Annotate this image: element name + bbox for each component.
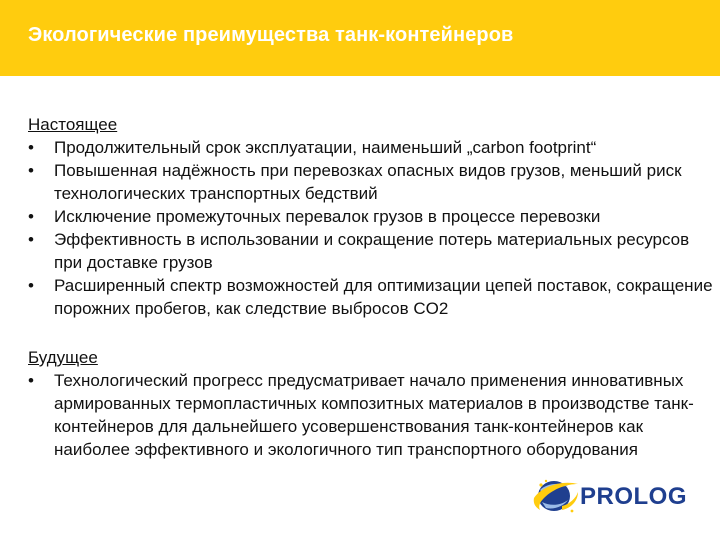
- list-item: [28, 136, 718, 159]
- section-heading-future: Будущее: [28, 348, 98, 367]
- list-item: [28, 369, 718, 461]
- globe-swirl-icon: [532, 476, 580, 516]
- list-item-text: Технологический прогресс предусматривает начало применения инновативных армированных термопластичных композитных материалов в производстве танк-контейнеров для дальнейшего усовершенствования танк-контейнеров как наиболее эффективного и экологичного тип транспортного оборудования: [54, 371, 694, 459]
- prolog-logo: [532, 476, 692, 516]
- bullet-icon: •: [28, 371, 34, 390]
- list-item: [28, 159, 718, 205]
- list-item-text: Эффективность в использовании и сокращение потерь материальных ресурсов при доставке грузов: [54, 230, 690, 272]
- list-item-text: Исключение промежуточных перевалок грузов в процессе перевозки: [54, 207, 601, 226]
- bullet-icon: •: [28, 207, 34, 226]
- slide-content: [28, 113, 718, 461]
- bullet-icon: •: [28, 276, 34, 295]
- list-item-text: Продолжительный срок эксплуатации, наименьший „carbon footprint“: [54, 138, 597, 157]
- section-spacer: [28, 320, 718, 346]
- list-item: [28, 274, 718, 320]
- bullet-icon: •: [28, 138, 34, 157]
- present-bullet-list: [28, 136, 718, 320]
- future-bullet-list: [28, 369, 718, 461]
- list-item-text: Расширенный спектр возможностей для оптимизации цепей поставок, сокращение порожних пробегов, как следствие выбросов CO2: [54, 276, 713, 318]
- slide-title: Экологические преимущества танк-контейнеров: [28, 24, 514, 46]
- bullet-icon: •: [28, 161, 34, 180]
- bullet-icon: •: [28, 230, 34, 249]
- list-item: [28, 205, 718, 228]
- list-item: [28, 228, 718, 274]
- logo-wordmark: PROLOG: [580, 483, 688, 510]
- section-heading-present: Настоящее: [28, 115, 118, 134]
- list-item-text: Повышенная надёжность при перевозках опасных видов грузов, меньший риск технологических транспортных бедствий: [54, 161, 682, 203]
- title-bar: [0, 0, 720, 76]
